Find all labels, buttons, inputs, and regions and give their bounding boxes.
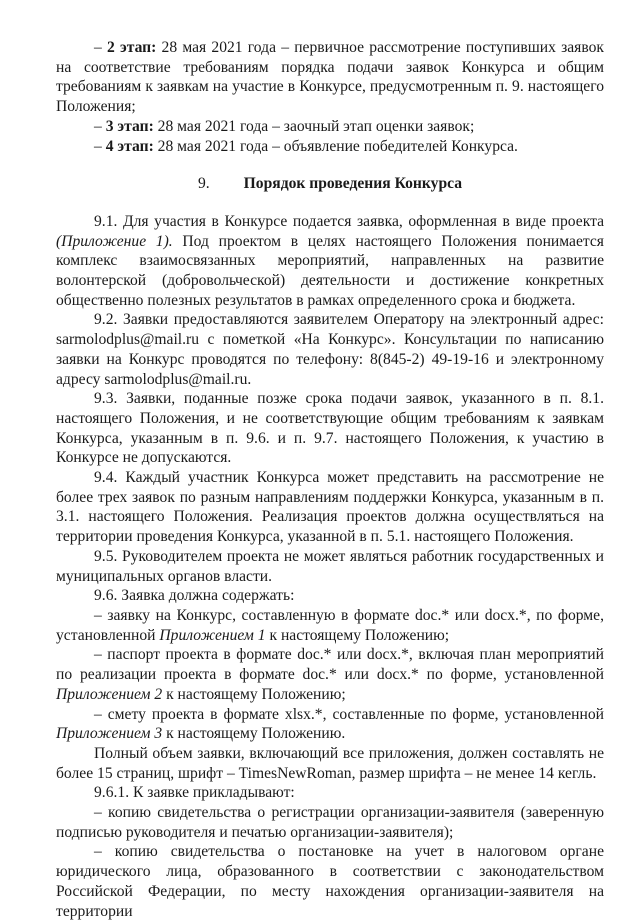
list-item: [56, 606, 604, 645]
text-run: 9.2. Заявки предоставляются заявителем Оператору на электронный адрес: sarmolodplus@mail.ru с пометкой «На Конкурс». Консультации по написанию заявки на Конкурс проводятся по телефону: 8(845-2) 49-19-16 и электронному адресу sarmolodplus@mail.ru.: [56, 311, 604, 388]
paragraph: [56, 389, 604, 468]
text-run: Полный объем заявки, включающий все приложения, должен составлять не более 15 страниц, шрифт – TimesNewRoman, размер шрифта – не менее 14 кегль.: [56, 744, 604, 782]
list-item: [56, 803, 604, 842]
italic-text: Приложением 2: [56, 685, 163, 703]
list-item: [56, 38, 604, 117]
section-number: 9.: [197, 175, 210, 193]
list-item: [56, 842, 604, 921]
text-run: к настоящему Положению;: [265, 626, 450, 644]
document-body: [56, 38, 604, 921]
paragraph: [56, 547, 604, 586]
italic-text: (Приложение 1).: [56, 232, 173, 250]
text-run: – копию свидетельства о регистрации организации-заявителя (заверенную подписью руководителя и печатью организации-заявителя);: [56, 804, 604, 841]
paragraph: [56, 212, 604, 311]
paragraph: [56, 468, 604, 547]
text-run: Под проектом в целях настоящего Положения понимается комплекс взаимосвязанных мероприятий, направленных на развитие волонтерской (добровольческой) деятельности и достижение конкретных общественно полезных результатов в рамках определенного срока и бюджета.: [56, 232, 604, 309]
text-run: – копию свидетельства о постановке на учет в налоговом органе юридического лица, образованного в соответствии с законодательством Российской Федерации, по месту нахождения организации-заявителя на территории: [56, 843, 604, 920]
paragraph: [56, 783, 604, 803]
text-run: – заявку на Конкурс, составленную в формате doc.* или docx.*, по форме, установленной: [56, 606, 604, 644]
text-run: 28 мая 2021 года – объявление победителей Конкурса.: [153, 137, 518, 155]
list-item: [56, 117, 604, 137]
text-run: –: [94, 137, 106, 155]
bold-text: 4 этап:: [105, 137, 154, 155]
italic-text: Приложением 1: [159, 626, 266, 644]
list-item: [56, 645, 604, 704]
section-heading: [56, 174, 604, 194]
text-run: к настоящему Положению;: [162, 685, 346, 703]
bold-text: 2 этап:: [107, 39, 157, 56]
bold-text: 3 этап:: [105, 117, 154, 135]
paragraph: [56, 744, 604, 783]
text-run: 9.4. Каждый участник Конкурса может представить на рассмотрение не более трех заявок по разным направлениям поддержки Конкурса, указанным в п. 3.1. настоящего Положения. Реализация проектов должна осуществляться на территории проведения Конкурса, указанной в п. 5.1. настоящего Положения.: [56, 469, 604, 546]
text-run: 9.1. Для участия в Конкурсе подается заявка, оформленная в виде проекта: [94, 212, 604, 230]
text-run: 9.6.1. К заявке прикладывают:: [94, 784, 295, 802]
list-item: [56, 137, 604, 157]
text-run: к настоящему Положению.: [162, 725, 346, 743]
italic-text: Приложением 3: [56, 725, 163, 743]
text-run: – смету проекта в формате xlsx.*, составленные по форме, установленной: [94, 705, 604, 723]
list-item: [56, 705, 604, 744]
paragraph: [56, 586, 604, 606]
text-run: –: [94, 117, 106, 135]
text-run: –: [94, 39, 107, 56]
text-run: – паспорт проекта в формате doc.* или docx.*, включая план мероприятий по реализации проекта в формате doc.* или docx.* по форме, установленной: [56, 646, 604, 684]
text-run: 28 мая 2021 года – первичное рассмотрение поступивших заявок на соответствие требованиям порядка подачи заявок Конкурса и общим требованиям к заявкам на участие в Конкурсе, предусмотренным п. 9. настоящего Положения;: [56, 39, 604, 116]
text-run: 9.5. Руководителем проекта не может являться работник государственных и муниципальных органов власти.: [56, 547, 604, 585]
section-title: Порядок проведения Конкурса: [243, 175, 463, 193]
text-run: 28 мая 2021 года – заочный этап оценки заявок;: [153, 117, 475, 135]
text-run: 9.3. Заявки, поданные позже срока подачи заявок, указанного в п. 8.1. настоящего Положения, и не соответствующие общим требованиям к заявкам Конкурса, указанным в п. 9.6. и п. 9.7. настоящего Положения, к участию в Конкурсе не допускаются.: [56, 390, 604, 467]
paragraph: [56, 310, 604, 389]
text-run: 9.6. Заявка должна содержать:: [94, 587, 295, 605]
